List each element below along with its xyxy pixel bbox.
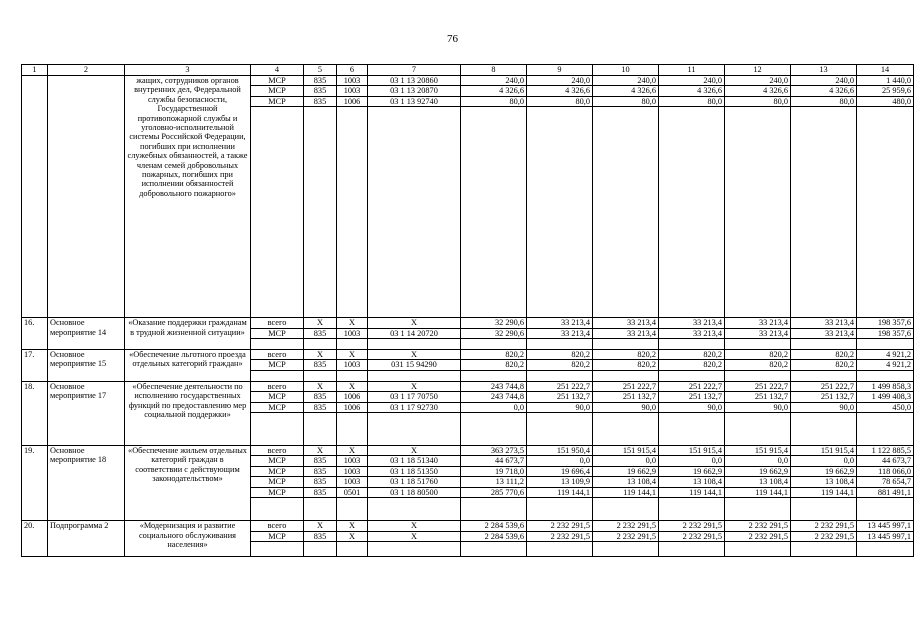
table-cell: X xyxy=(304,446,337,456)
table-cell: 240,0 xyxy=(659,76,725,86)
table-header-row xyxy=(22,65,914,76)
table-cell: 151 915,4 xyxy=(791,446,857,456)
table-cell: 90,0 xyxy=(725,402,791,412)
table-cell: 03 1 13 20860 xyxy=(368,76,461,86)
empty-cell xyxy=(725,541,791,556)
empty-cell xyxy=(593,498,659,521)
table-cell: 2 284 539,6 xyxy=(461,521,527,531)
table-cell: 119 144,1 xyxy=(593,487,659,497)
table-row xyxy=(22,446,914,456)
table-cell: 820,2 xyxy=(725,350,791,360)
table-cell: 0501 xyxy=(337,487,368,497)
table-row xyxy=(22,76,914,86)
table-cell: 19 662,9 xyxy=(659,466,725,476)
empty-cell xyxy=(857,541,914,556)
table-cell: 4 326,6 xyxy=(527,86,593,96)
empty-cell xyxy=(461,498,527,521)
table-cell: X xyxy=(337,381,368,391)
empty-cell xyxy=(527,498,593,521)
table-cell: X xyxy=(368,381,461,391)
table-cell: 251 222,7 xyxy=(659,381,725,391)
table-cell: МСР xyxy=(251,86,304,96)
table-cell: МСР xyxy=(251,360,304,370)
table-cell: 285 770,6 xyxy=(461,487,527,497)
empty-cell xyxy=(368,498,461,521)
empty-cell xyxy=(304,370,337,381)
table-cell: 33 213,4 xyxy=(725,318,791,328)
column-header: 7 xyxy=(368,65,461,76)
row-type: Основное мероприятие 14 xyxy=(48,318,125,350)
table-cell: 1006 xyxy=(337,96,368,106)
table-cell: 90,0 xyxy=(791,402,857,412)
table-cell: 13 108,4 xyxy=(659,477,725,487)
table-cell: 198 357,6 xyxy=(857,318,914,328)
table-cell: 13 109,9 xyxy=(527,477,593,487)
table-cell: 33 213,4 xyxy=(527,318,593,328)
table-cell: X xyxy=(304,318,337,328)
table-cell: 1 499 858,3 xyxy=(857,381,914,391)
table-cell: 80,0 xyxy=(593,96,659,106)
column-header: 6 xyxy=(337,65,368,76)
row-type: Основное мероприятие 15 xyxy=(48,350,125,382)
table-cell: всего xyxy=(251,521,304,531)
table-cell: 240,0 xyxy=(527,76,593,86)
table-cell: 119 144,1 xyxy=(527,487,593,497)
empty-cell xyxy=(725,370,791,381)
empty-cell xyxy=(791,339,857,350)
table-cell: 480,0 xyxy=(857,96,914,106)
column-header: 3 xyxy=(125,65,251,76)
table-cell: 03 1 13 20870 xyxy=(368,86,461,96)
column-header: 5 xyxy=(304,65,337,76)
table-cell: 4 326,6 xyxy=(725,86,791,96)
table-cell: 03 1 17 70750 xyxy=(368,392,461,402)
row-description: жащих, сотрудников органов внутренних дел, Федеральной службы безопасности, Государственной противопожарной службы и уголовно-исполнительной системы Российской Федерации, погибших при исполнении служебных обязанностей, а также членам семей добровольных пожарных, погибших при исполнении обязанностей добровольного пожарного» xyxy=(125,76,251,318)
table-cell: 0,0 xyxy=(527,456,593,466)
table-cell: 03 1 14 20720 xyxy=(368,328,461,338)
row-number: 18. xyxy=(22,381,48,445)
table-cell: 0,0 xyxy=(791,456,857,466)
row-description: «Обеспечение льготного проезда отдельных категорий граждан» xyxy=(125,350,251,382)
empty-cell xyxy=(461,339,527,350)
table-cell: 031 15 94290 xyxy=(368,360,461,370)
table-cell: 1003 xyxy=(337,466,368,476)
table-cell: 835 xyxy=(304,477,337,487)
table-cell: 240,0 xyxy=(725,76,791,86)
empty-cell xyxy=(337,541,368,556)
column-header: 4 xyxy=(251,65,304,76)
table-cell: 4 921,2 xyxy=(857,350,914,360)
table-cell: 251 132,7 xyxy=(659,392,725,402)
empty-cell xyxy=(251,107,304,318)
table-cell: 0,0 xyxy=(659,456,725,466)
table-cell: 251 222,7 xyxy=(725,381,791,391)
column-header: 10 xyxy=(593,65,659,76)
table-cell: 80,0 xyxy=(659,96,725,106)
table-cell: МСР xyxy=(251,477,304,487)
row-description: «Оказание поддержки гражданам в трудной жизненной ситуации» xyxy=(125,318,251,350)
table-cell: 03 1 18 51350 xyxy=(368,466,461,476)
table-cell: 251 132,7 xyxy=(527,392,593,402)
table-row xyxy=(22,318,914,328)
table-cell: 198 357,6 xyxy=(857,328,914,338)
row-description: «Обеспечение деятельности по исполнению государственных функций по предоставлению мер социальной поддержки» xyxy=(125,381,251,445)
table-cell: 1003 xyxy=(337,86,368,96)
table-cell: 240,0 xyxy=(461,76,527,86)
table-cell: 19 662,9 xyxy=(791,466,857,476)
table-cell: 44 673,7 xyxy=(857,456,914,466)
table-cell: 2 232 291,5 xyxy=(725,521,791,531)
table-cell: 80,0 xyxy=(725,96,791,106)
table-cell: 0,0 xyxy=(461,402,527,412)
table-cell: 33 213,4 xyxy=(527,328,593,338)
table-cell: 32 290,6 xyxy=(461,328,527,338)
table-cell: X xyxy=(337,446,368,456)
table-cell: всего xyxy=(251,318,304,328)
table-cell: 820,2 xyxy=(659,360,725,370)
table-cell: 33 213,4 xyxy=(659,328,725,338)
table-cell: 25 959,6 xyxy=(857,86,914,96)
table-cell: X xyxy=(304,350,337,360)
table-cell: 151 915,4 xyxy=(659,446,725,456)
table-cell: 13 111,2 xyxy=(461,477,527,487)
table-cell: X xyxy=(368,531,461,541)
table-cell: 151 950,4 xyxy=(527,446,593,456)
table-cell: 820,2 xyxy=(461,350,527,360)
table-cell: 835 xyxy=(304,456,337,466)
empty-cell xyxy=(593,413,659,446)
empty-cell xyxy=(251,370,304,381)
table-cell: 1003 xyxy=(337,360,368,370)
empty-cell xyxy=(857,339,914,350)
table-cell: МСР xyxy=(251,402,304,412)
table-cell: 820,2 xyxy=(527,360,593,370)
empty-cell xyxy=(593,370,659,381)
empty-cell xyxy=(659,413,725,446)
table-cell: 19 662,9 xyxy=(725,466,791,476)
table-cell: 4 921,2 xyxy=(857,360,914,370)
table-cell: 835 xyxy=(304,487,337,497)
empty-cell xyxy=(857,413,914,446)
empty-cell xyxy=(791,107,857,318)
table-cell: 820,2 xyxy=(527,350,593,360)
table-cell: 243 744,8 xyxy=(461,381,527,391)
table-cell: 1 440,0 xyxy=(857,76,914,86)
empty-cell xyxy=(337,498,368,521)
empty-cell xyxy=(791,413,857,446)
row-description: «Обеспечение жильем отдельных категорий граждан в соответствии с действующим законодательством» xyxy=(125,446,251,521)
empty-cell xyxy=(527,339,593,350)
row-type: Основное мероприятие 17 xyxy=(48,381,125,445)
table-cell: 2 232 291,5 xyxy=(725,531,791,541)
table-cell: 820,2 xyxy=(791,350,857,360)
column-header: 1 xyxy=(22,65,48,76)
empty-cell xyxy=(368,370,461,381)
empty-cell xyxy=(337,339,368,350)
table-cell: 251 132,7 xyxy=(725,392,791,402)
empty-cell xyxy=(304,498,337,521)
table-cell: 2 232 291,5 xyxy=(659,521,725,531)
table-cell: 03 1 13 92740 xyxy=(368,96,461,106)
empty-cell xyxy=(337,413,368,446)
empty-cell xyxy=(461,370,527,381)
table-cell: 835 xyxy=(304,392,337,402)
empty-cell xyxy=(461,541,527,556)
table-cell: 1006 xyxy=(337,402,368,412)
table-cell: 13 445 997,1 xyxy=(857,521,914,531)
table-cell: 80,0 xyxy=(791,96,857,106)
empty-cell xyxy=(527,541,593,556)
empty-cell xyxy=(593,339,659,350)
empty-cell xyxy=(791,541,857,556)
table-cell: 1003 xyxy=(337,76,368,86)
table-cell: X xyxy=(368,318,461,328)
table-cell: X xyxy=(304,521,337,531)
table-cell: 835 xyxy=(304,328,337,338)
table-cell: 118 066,0 xyxy=(857,466,914,476)
table-cell: 835 xyxy=(304,360,337,370)
table-cell: 33 213,4 xyxy=(593,328,659,338)
table-cell: 363 273,5 xyxy=(461,446,527,456)
table-cell: 243 744,8 xyxy=(461,392,527,402)
table-cell: 33 213,4 xyxy=(725,328,791,338)
table-cell: 33 213,4 xyxy=(659,318,725,328)
table-cell: 251 222,7 xyxy=(527,381,593,391)
table-cell: всего xyxy=(251,381,304,391)
table-cell: 119 144,1 xyxy=(659,487,725,497)
table-cell: 4 326,6 xyxy=(659,86,725,96)
empty-cell xyxy=(368,541,461,556)
table-cell: 820,2 xyxy=(461,360,527,370)
row-type-cell xyxy=(48,76,125,318)
empty-cell xyxy=(527,370,593,381)
table-cell: 151 915,4 xyxy=(593,446,659,456)
table-cell: 80,0 xyxy=(461,96,527,106)
table-cell: 4 326,6 xyxy=(461,86,527,96)
table-cell: 2 232 291,5 xyxy=(791,531,857,541)
table-cell: 33 213,4 xyxy=(791,318,857,328)
table-cell: 1003 xyxy=(337,477,368,487)
table-cell: 119 144,1 xyxy=(791,487,857,497)
table-cell: 90,0 xyxy=(527,402,593,412)
empty-cell xyxy=(304,339,337,350)
table-cell: 0,0 xyxy=(725,456,791,466)
table-cell: МСР xyxy=(251,328,304,338)
empty-cell xyxy=(725,339,791,350)
empty-cell xyxy=(725,107,791,318)
empty-cell xyxy=(368,413,461,446)
table-cell: 13 108,4 xyxy=(593,477,659,487)
budget-table xyxy=(21,64,914,557)
empty-cell xyxy=(368,107,461,318)
table-cell: 80,0 xyxy=(527,96,593,106)
table-cell: 835 xyxy=(304,531,337,541)
table-cell: 1 122 885,5 xyxy=(857,446,914,456)
column-header: 11 xyxy=(659,65,725,76)
table-cell: 835 xyxy=(304,86,337,96)
row-description: «Модернизация и развитие социального обслуживания населения» xyxy=(125,521,251,557)
table-cell: 0,0 xyxy=(593,456,659,466)
table-cell: 03 1 18 51760 xyxy=(368,477,461,487)
table-cell: 19 696,4 xyxy=(527,466,593,476)
empty-cell xyxy=(368,339,461,350)
table-cell: 835 xyxy=(304,96,337,106)
empty-cell xyxy=(461,413,527,446)
table-cell: 240,0 xyxy=(791,76,857,86)
empty-cell xyxy=(304,413,337,446)
column-header: 9 xyxy=(527,65,593,76)
table-cell: 835 xyxy=(304,76,337,86)
table-cell: 4 326,6 xyxy=(593,86,659,96)
table-cell: 90,0 xyxy=(659,402,725,412)
table-cell: X xyxy=(337,531,368,541)
empty-cell xyxy=(251,413,304,446)
empty-cell xyxy=(461,107,527,318)
row-number: 20. xyxy=(22,521,48,557)
empty-cell xyxy=(659,339,725,350)
table-row xyxy=(22,381,914,391)
empty-cell xyxy=(659,370,725,381)
table-cell: 44 673,7 xyxy=(461,456,527,466)
table-cell: МСР xyxy=(251,466,304,476)
empty-cell xyxy=(337,107,368,318)
column-header: 14 xyxy=(857,65,914,76)
table-cell: X xyxy=(368,521,461,531)
empty-cell xyxy=(593,107,659,318)
row-number: 17. xyxy=(22,350,48,382)
empty-cell xyxy=(725,498,791,521)
table-cell: 820,2 xyxy=(593,360,659,370)
table-cell: 03 1 17 92730 xyxy=(368,402,461,412)
table-row xyxy=(22,350,914,360)
table-cell: 13 445 997,1 xyxy=(857,531,914,541)
table-cell: 1003 xyxy=(337,456,368,466)
empty-cell xyxy=(857,498,914,521)
table-cell: 251 222,7 xyxy=(593,381,659,391)
empty-cell xyxy=(593,541,659,556)
table-cell: 1006 xyxy=(337,392,368,402)
empty-cell xyxy=(791,370,857,381)
table-cell: 835 xyxy=(304,402,337,412)
table-cell: 2 284 539,6 xyxy=(461,531,527,541)
table-cell: 03 1 18 51340 xyxy=(368,456,461,466)
table-cell: 450,0 xyxy=(857,402,914,412)
table-cell: МСР xyxy=(251,76,304,86)
table-cell: 78 654,7 xyxy=(857,477,914,487)
table-cell: 90,0 xyxy=(593,402,659,412)
table-cell: всего xyxy=(251,446,304,456)
table-cell: 32 290,6 xyxy=(461,318,527,328)
table-cell: 2 232 291,5 xyxy=(593,531,659,541)
table-cell: 19 718,0 xyxy=(461,466,527,476)
table-cell: X xyxy=(368,446,461,456)
table-cell: 2 232 291,5 xyxy=(527,531,593,541)
table-cell: 03 1 18 80500 xyxy=(368,487,461,497)
table-row xyxy=(22,521,914,531)
table-cell: X xyxy=(368,350,461,360)
table-cell: 13 108,4 xyxy=(725,477,791,487)
table-cell: 251 222,7 xyxy=(791,381,857,391)
table-cell: 19 662,9 xyxy=(593,466,659,476)
table-cell: X xyxy=(304,381,337,391)
table-cell: 835 xyxy=(304,466,337,476)
row-number: 16. xyxy=(22,318,48,350)
empty-cell xyxy=(659,498,725,521)
column-header: 13 xyxy=(791,65,857,76)
row-number: 19. xyxy=(22,446,48,521)
table-cell: 820,2 xyxy=(659,350,725,360)
table-cell: МСР xyxy=(251,531,304,541)
table-cell: МСР xyxy=(251,96,304,106)
table-cell: 2 232 291,5 xyxy=(659,531,725,541)
empty-cell xyxy=(527,413,593,446)
table-cell: 2 232 291,5 xyxy=(527,521,593,531)
empty-cell xyxy=(251,339,304,350)
table-cell: 33 213,4 xyxy=(593,318,659,328)
table-cell: 33 213,4 xyxy=(791,328,857,338)
table-cell: 820,2 xyxy=(725,360,791,370)
table-cell: 2 232 291,5 xyxy=(791,521,857,531)
table-cell: МСР xyxy=(251,456,304,466)
table-cell: X xyxy=(337,350,368,360)
table-cell: МСР xyxy=(251,487,304,497)
empty-cell xyxy=(527,107,593,318)
empty-cell xyxy=(791,498,857,521)
table-cell: 151 915,4 xyxy=(725,446,791,456)
empty-cell xyxy=(304,541,337,556)
empty-cell xyxy=(337,370,368,381)
page-number: 76 xyxy=(447,33,458,45)
row-type: Подпрограмма 2 xyxy=(48,521,125,557)
column-header: 8 xyxy=(461,65,527,76)
table-cell: 2 232 291,5 xyxy=(593,521,659,531)
table-cell: 13 108,4 xyxy=(791,477,857,487)
table-cell: 4 326,6 xyxy=(791,86,857,96)
table-cell: X xyxy=(337,318,368,328)
empty-cell xyxy=(725,413,791,446)
table-cell: 881 491,1 xyxy=(857,487,914,497)
empty-cell xyxy=(251,541,304,556)
table-cell: 820,2 xyxy=(593,350,659,360)
empty-cell xyxy=(304,107,337,318)
empty-cell xyxy=(251,498,304,521)
table-cell: 119 144,1 xyxy=(725,487,791,497)
table-cell: 1003 xyxy=(337,328,368,338)
table-cell: 820,2 xyxy=(791,360,857,370)
empty-cell xyxy=(857,107,914,318)
column-header: 12 xyxy=(725,65,791,76)
table-cell: МСР xyxy=(251,392,304,402)
table-cell: всего xyxy=(251,350,304,360)
table-cell: 251 132,7 xyxy=(791,392,857,402)
table-cell: X xyxy=(337,521,368,531)
table-cell: 251 132,7 xyxy=(593,392,659,402)
empty-cell xyxy=(857,370,914,381)
empty-cell xyxy=(659,107,725,318)
empty-cell xyxy=(659,541,725,556)
row-number-cell xyxy=(22,76,48,318)
table-cell: 1 499 408,3 xyxy=(857,392,914,402)
column-header: 2 xyxy=(48,65,125,76)
row-type: Основное мероприятие 18 xyxy=(48,446,125,521)
table-cell: 240,0 xyxy=(593,76,659,86)
